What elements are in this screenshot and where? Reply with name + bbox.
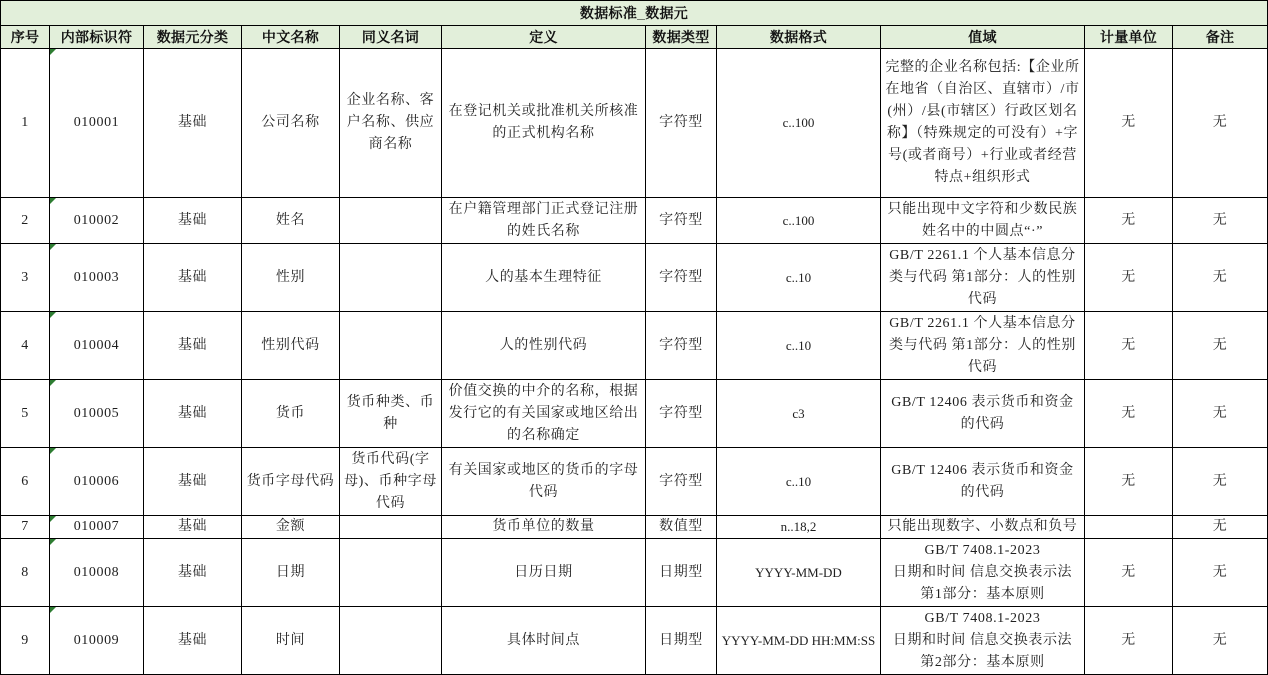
- cell-internal-id-text: 010002: [73, 212, 120, 228]
- cell-seq-no[interactable]: 2: [1, 198, 50, 244]
- cell-category[interactable]: 基础: [144, 539, 242, 607]
- cell-remark[interactable]: 无: [1173, 244, 1268, 312]
- cell-seq-no[interactable]: 5: [1, 380, 50, 448]
- cell-seq-no[interactable]: 3: [1, 244, 50, 312]
- cell-data-type[interactable]: 字符型: [646, 244, 717, 312]
- cell-definition[interactable]: 货币单位的数量: [442, 516, 646, 539]
- cell-value-domain[interactable]: 完整的企业名称包括:【企业所在地省（自治区、直辖市）/市(州）/县(市辖区）行政区划名称】（特殊规定的可没有）+字号(或者商号）+行业或者经营特点+组织形式: [881, 49, 1085, 198]
- cell-definition[interactable]: 价值交换的中介的名称，根据发行它的有关国家或地区给出的名称确定: [442, 380, 646, 448]
- cell-internal-id[interactable]: [50, 380, 144, 448]
- cell-internal-id-text: 010004: [73, 337, 120, 353]
- cell-unit[interactable]: 无: [1085, 380, 1173, 448]
- cell-internal-id[interactable]: [50, 448, 144, 516]
- table-body: [1, 49, 1268, 675]
- cell-unit[interactable]: [1085, 516, 1173, 539]
- table-row: [1, 198, 1268, 244]
- cell-unit[interactable]: 无: [1085, 244, 1173, 312]
- column-header-seq-no[interactable]: 序号: [1, 26, 50, 49]
- cell-internal-id[interactable]: [50, 516, 144, 539]
- cell-internal-id[interactable]: [50, 539, 144, 607]
- cell-internal-id[interactable]: [50, 312, 144, 380]
- cell-data-type[interactable]: 字符型: [646, 49, 717, 198]
- table-head: [1, 1, 1268, 49]
- cell-synonyms[interactable]: [340, 607, 442, 675]
- cell-remark[interactable]: 无: [1173, 516, 1268, 539]
- cell-value-domain[interactable]: GB/T 7408.1-2023 日期和时间 信息交换表示法 第2部分：基本原则: [881, 607, 1085, 675]
- cell-remark[interactable]: 无: [1173, 49, 1268, 198]
- cell-value-domain[interactable]: GB/T 7408.1-2023 日期和时间 信息交换表示法 第1部分：基本原则: [881, 539, 1085, 607]
- cell-data-format[interactable]: c..100: [717, 49, 881, 198]
- cell-category[interactable]: 基础: [144, 198, 242, 244]
- column-header-unit[interactable]: 计量单位: [1085, 26, 1173, 49]
- cell-category[interactable]: 基础: [144, 607, 242, 675]
- cell-internal-id-text: 010001: [73, 115, 120, 130]
- sheet-title[interactable]: 数据标准_数据元: [1, 1, 1268, 26]
- cell-remark[interactable]: 无: [1173, 607, 1268, 675]
- cell-data-format[interactable]: c..100: [717, 198, 881, 244]
- cell-data-type[interactable]: 日期型: [646, 539, 717, 607]
- number-stored-as-text-indicator-icon: [50, 244, 56, 250]
- cell-definition[interactable]: 在登记机关或批准机关所核准的正式机构名称: [442, 49, 646, 198]
- cell-chinese-name[interactable]: 货币: [242, 380, 340, 448]
- cell-value-domain[interactable]: 只能出现数字、小数点和负号: [881, 516, 1085, 539]
- cell-remark[interactable]: 无: [1173, 448, 1268, 516]
- cell-internal-id[interactable]: [50, 198, 144, 244]
- cell-unit[interactable]: 无: [1085, 49, 1173, 198]
- cell-data-format[interactable]: c..10: [717, 312, 881, 380]
- column-header-internal-id[interactable]: 内部标识符: [50, 26, 144, 49]
- column-header-chinese-name[interactable]: 中文名称: [242, 26, 340, 49]
- cell-synonyms[interactable]: [340, 312, 442, 380]
- cell-unit[interactable]: 无: [1085, 312, 1173, 380]
- column-header-category[interactable]: 数据元分类: [144, 26, 242, 49]
- cell-definition[interactable]: 在户籍管理部门正式登记注册的姓氏名称: [442, 198, 646, 244]
- table-row: [1, 312, 1268, 380]
- cell-internal-id-text: 010005: [73, 405, 120, 421]
- cell-data-format[interactable]: n..18,2: [717, 516, 881, 539]
- title-row: [1, 1, 1268, 26]
- cell-unit[interactable]: 无: [1085, 539, 1173, 607]
- cell-chinese-name[interactable]: 性别: [242, 244, 340, 312]
- cell-internal-id[interactable]: [50, 607, 144, 675]
- column-header-data-format[interactable]: 数据格式: [717, 26, 881, 49]
- cell-synonyms[interactable]: [340, 244, 442, 312]
- cell-chinese-name[interactable]: 日期: [242, 539, 340, 607]
- number-stored-as-text-indicator-icon: [50, 516, 56, 522]
- cell-data-type[interactable]: 日期型: [646, 607, 717, 675]
- number-stored-as-text-indicator-icon: [50, 380, 56, 386]
- cell-seq-no[interactable]: 6: [1, 448, 50, 516]
- cell-data-format[interactable]: c3: [717, 380, 881, 448]
- cell-internal-id-text: 010003: [73, 269, 120, 285]
- cell-seq-no[interactable]: 8: [1, 539, 50, 607]
- cell-definition[interactable]: 人的性别代码: [442, 312, 646, 380]
- table-row: [1, 448, 1268, 516]
- cell-data-type[interactable]: 字符型: [646, 448, 717, 516]
- cell-category[interactable]: 基础: [144, 244, 242, 312]
- cell-unit[interactable]: 无: [1085, 448, 1173, 516]
- cell-synonyms[interactable]: 货币代码(字母)、币种字母代码: [340, 448, 442, 516]
- cell-definition[interactable]: 人的基本生理特征: [442, 244, 646, 312]
- cell-unit[interactable]: 无: [1085, 198, 1173, 244]
- cell-value-domain[interactable]: GB/T 12406 表示货币和资金的代码: [881, 448, 1085, 516]
- cell-data-format[interactable]: YYYY-MM-DD: [717, 539, 881, 607]
- cell-data-format[interactable]: c..10: [717, 244, 881, 312]
- cell-internal-id-text: 010006: [73, 473, 120, 489]
- cell-data-type[interactable]: 字符型: [646, 380, 717, 448]
- table-row: [1, 516, 1268, 539]
- cell-chinese-name[interactable]: 时间: [242, 607, 340, 675]
- table-row: [1, 607, 1268, 675]
- cell-data-type[interactable]: 数值型: [646, 516, 717, 539]
- cell-seq-no[interactable]: 1: [1, 49, 50, 198]
- number-stored-as-text-indicator-icon: [50, 539, 56, 545]
- cell-internal-id[interactable]: [50, 244, 144, 312]
- cell-internal-id-text: 010008: [73, 564, 120, 580]
- cell-seq-no[interactable]: 4: [1, 312, 50, 380]
- cell-value-domain[interactable]: GB/T 2261.1 个人基本信息分类与代码 第1部分：人的性别代码: [881, 244, 1085, 312]
- cell-category[interactable]: 基础: [144, 380, 242, 448]
- cell-synonyms[interactable]: [340, 539, 442, 607]
- cell-definition[interactable]: 日历日期: [442, 539, 646, 607]
- cell-chinese-name[interactable]: 姓名: [242, 198, 340, 244]
- cell-chinese-name[interactable]: 金额: [242, 516, 340, 539]
- number-stored-as-text-indicator-icon: [50, 607, 56, 613]
- cell-value-domain[interactable]: GB/T 2261.1 个人基本信息分类与代码 第1部分：人的性别代码: [881, 312, 1085, 380]
- cell-seq-no[interactable]: 9: [1, 607, 50, 675]
- column-header-synonyms[interactable]: 同义名词: [340, 26, 442, 49]
- cell-data-type[interactable]: 字符型: [646, 198, 717, 244]
- cell-chinese-name[interactable]: 货币字母代码: [242, 448, 340, 516]
- cell-remark[interactable]: 无: [1173, 198, 1268, 244]
- cell-value-domain[interactable]: GB/T 12406 表示货币和资金的代码: [881, 380, 1085, 448]
- table-row: [1, 380, 1268, 448]
- table-row: [1, 244, 1268, 312]
- cell-category[interactable]: 基础: [144, 516, 242, 539]
- cell-synonyms[interactable]: [340, 516, 442, 539]
- cell-category[interactable]: 基础: [144, 312, 242, 380]
- cell-remark[interactable]: 无: [1173, 539, 1268, 607]
- column-header-definition[interactable]: 定义: [442, 26, 646, 49]
- cell-chinese-name[interactable]: 性别代码: [242, 312, 340, 380]
- column-header-value-domain[interactable]: 值域: [881, 26, 1085, 49]
- cell-data-format[interactable]: YYYY-MM-DD HH:MM:SS: [717, 607, 881, 675]
- cell-data-type[interactable]: 字符型: [646, 312, 717, 380]
- cell-definition[interactable]: 有关国家或地区的货币的字母代码: [442, 448, 646, 516]
- cell-value-domain[interactable]: 只能出现中文字符和少数民族姓名中的中圆点“·”: [881, 198, 1085, 244]
- cell-seq-no[interactable]: 7: [1, 516, 50, 539]
- cell-remark[interactable]: 无: [1173, 380, 1268, 448]
- cell-internal-id[interactable]: [50, 49, 144, 198]
- number-stored-as-text-indicator-icon: [50, 49, 56, 55]
- cell-synonyms[interactable]: [340, 198, 442, 244]
- number-stored-as-text-indicator-icon: [50, 198, 56, 204]
- cell-definition[interactable]: 具体时间点: [442, 607, 646, 675]
- cell-unit[interactable]: 无: [1085, 607, 1173, 675]
- number-stored-as-text-indicator-icon: [50, 312, 56, 318]
- number-stored-as-text-indicator-icon: [50, 448, 56, 454]
- cell-data-format[interactable]: c..10: [717, 448, 881, 516]
- table-row: [1, 539, 1268, 607]
- cell-chinese-name[interactable]: 公司名称: [242, 49, 340, 198]
- table-row: [1, 49, 1268, 198]
- cell-category[interactable]: 基础: [144, 448, 242, 516]
- cell-category[interactable]: 基础: [144, 49, 242, 198]
- cell-synonyms[interactable]: 货币种类、币种: [340, 380, 442, 448]
- column-header-row: [1, 26, 1268, 49]
- cell-internal-id-text: 010007: [73, 519, 120, 534]
- column-header-remark[interactable]: 备注: [1173, 26, 1268, 49]
- cell-remark[interactable]: 无: [1173, 312, 1268, 380]
- column-header-data-type[interactable]: 数据类型: [646, 26, 717, 49]
- cell-synonyms[interactable]: 企业名称、客户名称、供应商名称: [340, 49, 442, 198]
- cell-internal-id-text: 010009: [73, 632, 120, 648]
